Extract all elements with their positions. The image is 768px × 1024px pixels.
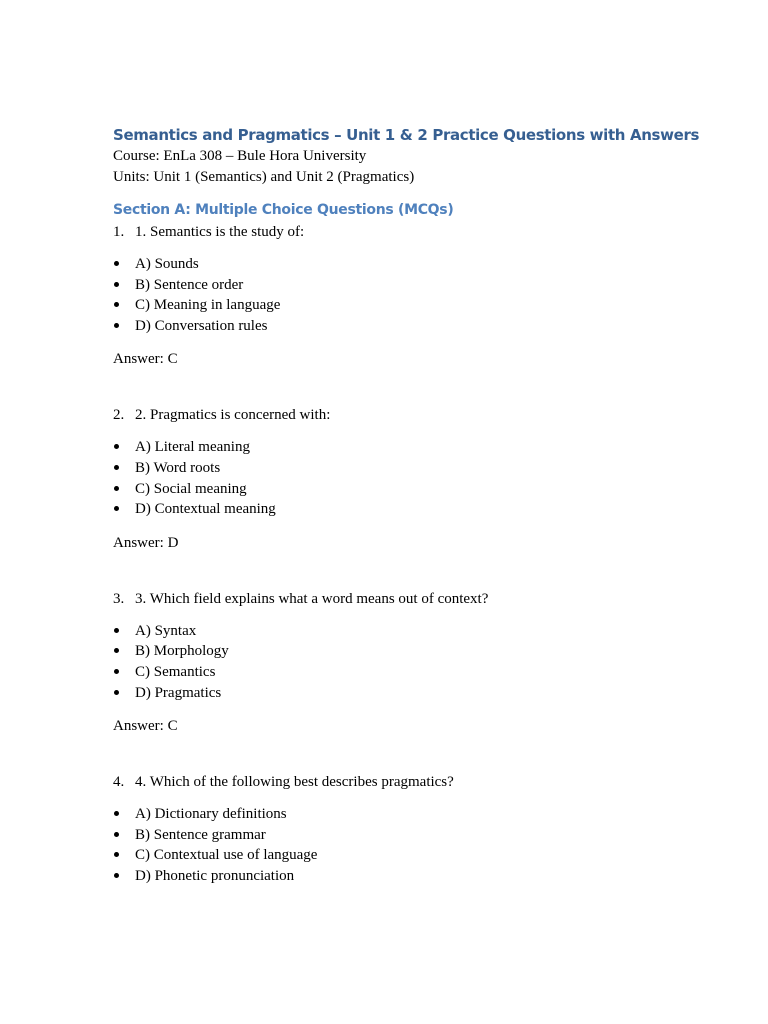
option-item: [113, 275, 673, 296]
bullet-icon: [113, 499, 135, 520]
option-label: D) Pragmatics: [135, 684, 222, 701]
bullet-icon: [113, 866, 135, 887]
option-item: [113, 662, 673, 683]
option-label: B) Word roots: [135, 459, 221, 476]
bullet-icon: [113, 845, 135, 866]
question-number: 1.: [113, 224, 125, 240]
option-label: A) Literal meaning: [135, 439, 250, 456]
answer-line: Answer: C: [113, 718, 178, 735]
question-prompt: 1. Semantics is the study of:: [135, 224, 305, 240]
document-page: [113, 124, 700, 887]
option-label: C) Semantics: [135, 663, 216, 680]
section-a-heading: Section A: Multiple Choice Questions (MCQs): [113, 202, 454, 218]
option-item: [113, 295, 673, 316]
bullet-icon: [113, 662, 135, 683]
option-label: D) Conversation rules: [135, 317, 268, 334]
bullet-icon: [113, 479, 135, 500]
option-item: [113, 499, 673, 520]
question-number: 3.: [113, 590, 125, 607]
question-text: [113, 772, 673, 792]
option-item: [113, 683, 673, 704]
option-label: D) Contextual meaning: [135, 501, 276, 518]
bullet-icon: [113, 641, 135, 662]
option-item: [113, 316, 673, 337]
question-3: [113, 589, 673, 736]
question-text: [113, 405, 673, 425]
option-item: [113, 641, 673, 662]
answer-line: Answer: D: [113, 534, 179, 551]
bullet-icon: [113, 254, 135, 275]
option-list: [113, 621, 673, 703]
bullet-icon: [113, 295, 135, 316]
option-label: A) Sounds: [135, 256, 199, 272]
option-item: [113, 254, 673, 275]
answer-line: Answer: C: [113, 351, 178, 368]
question-4: [113, 772, 673, 886]
option-item: [113, 825, 673, 846]
question-1: [113, 222, 673, 369]
option-label: B) Sentence grammar: [135, 826, 266, 843]
question-prompt: 2. Pragmatics is concerned with:: [135, 407, 331, 424]
question-text: [113, 589, 673, 609]
option-label: B) Morphology: [135, 643, 229, 660]
option-label: C) Social meaning: [135, 480, 247, 497]
question-number: 4.: [113, 774, 125, 791]
option-label: D) Phonetic pronunciation: [135, 867, 295, 884]
units-line: Units: Unit 1 (Semantics) and Unit 2 (Pragmatics): [113, 169, 415, 185]
option-label: A) Dictionary definitions: [135, 806, 287, 823]
question-text: [113, 222, 673, 242]
bullet-icon: [113, 275, 135, 296]
option-item: [113, 845, 673, 866]
bullet-icon: [113, 825, 135, 846]
option-item: [113, 621, 673, 642]
document-title: Semantics and Pragmatics – Unit 1 & 2 Practice Questions with Answers: [113, 126, 700, 144]
bullet-icon: [113, 621, 135, 642]
question-prompt: 3. Which field explains what a word means out of context?: [135, 590, 489, 607]
bullet-icon: [113, 804, 135, 825]
course-line: Course: EnLa 308 – Bule Hora University: [113, 148, 367, 164]
question-2: [113, 405, 673, 552]
option-list: [113, 254, 673, 336]
option-list: [113, 804, 673, 886]
bullet-icon: [113, 458, 135, 479]
question-spacer: [113, 736, 673, 770]
option-item: [113, 437, 673, 458]
bullet-icon: [113, 316, 135, 337]
question-spacer: [113, 369, 673, 403]
option-label: C) Meaning in language: [135, 297, 281, 314]
option-list: [113, 437, 673, 519]
question-prompt: 4. Which of the following best describes pragmatics?: [135, 774, 454, 791]
bullet-icon: [113, 683, 135, 704]
option-item: [113, 458, 673, 479]
option-item: [113, 804, 673, 825]
option-label: C) Contextual use of language: [135, 847, 318, 864]
option-label: A) Syntax: [135, 622, 197, 639]
question-number: 2.: [113, 407, 125, 424]
option-item: [113, 479, 673, 500]
option-item: [113, 866, 673, 887]
question-spacer: [113, 553, 673, 587]
bullet-icon: [113, 437, 135, 458]
option-label: B) Sentence order: [135, 276, 244, 293]
